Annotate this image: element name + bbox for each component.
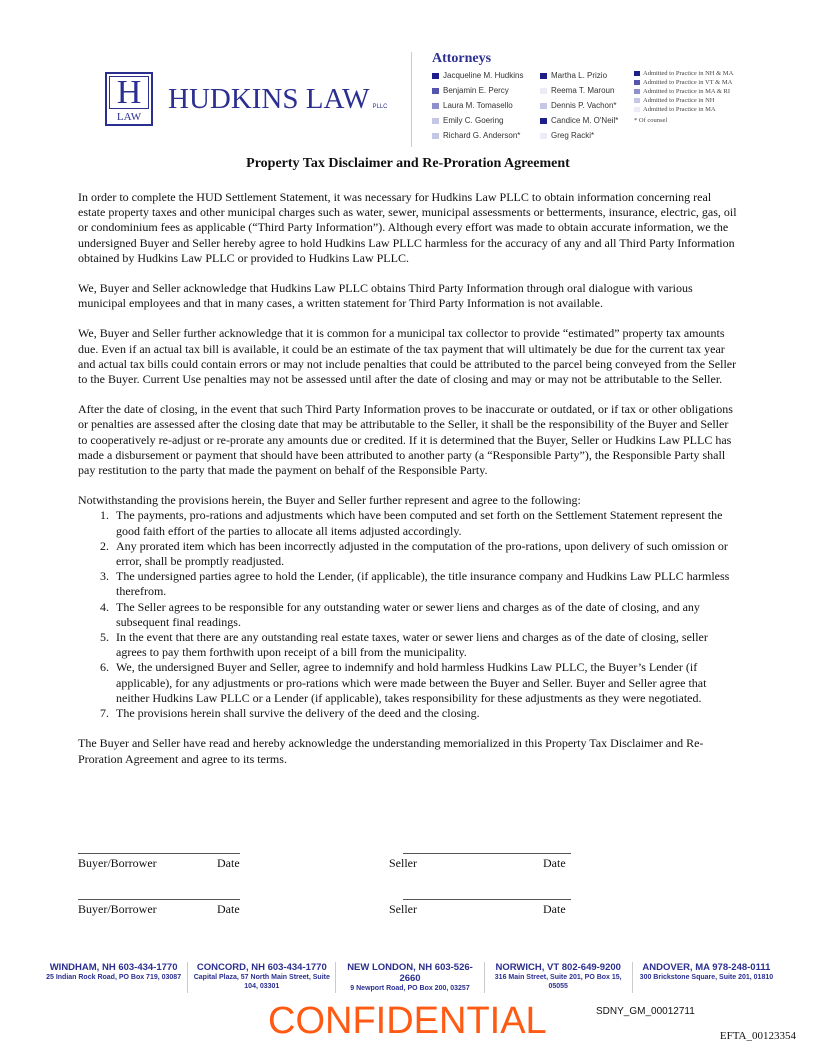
legend-label: * Of counsel <box>634 117 668 124</box>
attorney-label: Benjamin E. Percy <box>443 86 509 95</box>
attorneys-title: Attorneys <box>432 51 492 66</box>
list-item: 5. In the event that there are any outstanding real estate taxes, water or sewer liens and charges as of the date of closing, seller agrees to pay them forthwith upon receipt of a bill from the municipality. <box>112 630 740 660</box>
page-title: Property Tax Disclaimer and Re-Proration Agreement <box>246 156 570 171</box>
attorney-name <box>432 131 520 141</box>
firm-suffix: PLLC <box>372 104 388 110</box>
office-city-phone: WINDHAM, NH 603-434-1770 <box>49 962 178 973</box>
buyer-signature-line-2[interactable] <box>78 899 240 900</box>
legend-item <box>634 70 733 78</box>
office-address: 300 Brickstone Square, Suite 201, 01810 <box>639 974 774 981</box>
attorney-label: Reema T. Maroun <box>551 86 615 95</box>
attorney-name <box>540 116 618 126</box>
color-swatch-icon <box>634 89 640 94</box>
legend-item <box>634 97 714 105</box>
buyer-label: Buyer/Borrower <box>78 856 157 870</box>
color-swatch-icon <box>540 118 547 124</box>
buyer-signature-line-1[interactable] <box>78 853 240 854</box>
attorney-label: Martha L. Prizio <box>551 71 608 80</box>
legend-item <box>634 88 730 96</box>
office-city-phone: CONCORD, NH 603-434-1770 <box>196 962 327 973</box>
paragraph: In order to complete the HUD Settlement Statement, it was necessary for Hudkins Law PLLC to obtain information concerning real estate property taxes and other municipal charges such as water, sewer, municipal assessments or betterments, insurance, electric, gas, oil or condominium fees as applicable (“Third Party Information”). Although every effort was made to obtain accurate information, we the undersigned Buyer and Seller hereby agree to hold Hudkins Law PLLC harmless for the accuracy of any and all Third Party Information obtained by Hudkins Law PLLC or provided to Hudkins Law PLLC. <box>78 190 737 265</box>
attorney-name <box>540 71 607 81</box>
divider <box>411 52 412 147</box>
color-swatch-icon <box>634 80 640 85</box>
color-swatch-icon <box>540 88 547 94</box>
attorney-label: Richard G. Anderson* <box>443 131 521 140</box>
seller-signature-line-1[interactable] <box>403 853 571 854</box>
office-address: Capital Plaza, 57 North Main Street, Suite 104, 03301 <box>193 974 330 990</box>
legend-item <box>634 79 732 87</box>
attorney-label: Dennis P. Vachon* <box>551 101 617 110</box>
color-swatch-icon <box>432 73 439 79</box>
date-label: Date <box>543 856 566 870</box>
color-swatch-icon <box>432 88 439 94</box>
legend-item <box>634 117 667 125</box>
color-swatch-icon <box>634 107 640 112</box>
attorney-name <box>432 116 503 126</box>
office-address: 316 Main Street, Suite 201, PO Box 15, 05055 <box>494 974 622 990</box>
logo-letter: H <box>109 76 149 109</box>
legend-label: Admitted to Practice in MA & RI <box>643 88 731 95</box>
attorney-name <box>432 86 509 96</box>
date-label: Date <box>217 856 240 870</box>
list-intro: Notwithstanding the provisions herein, the Buyer and Seller further represent and agree to the following: <box>78 493 581 508</box>
paragraph: We, Buyer and Seller further acknowledge that it is common for a municipal tax collector to provide “estimated” property tax amounts due. Even if an actual tax bill is available, it could be an estimate of the tax payment that will ultimately be due for the current tax year and actual tax bills could contain errors or may not include penalties that could be attributed to the parcel being conveyed from the Seller to the Buyer. Current Use penalties may not be assessed until after the date of closing and may or may not be attributable to the Seller. <box>78 326 737 387</box>
office-address: 25 Indian Rock Road, PO Box 719, 03087 <box>46 974 182 981</box>
list-item: 2. Any prorated item which has been incorrectly adjusted in the computation of the pro-rations, upon delivery of such omission or error, shall be promptly readjusted. <box>112 539 740 569</box>
legend-label: Admitted to Practice in NH & MA <box>643 70 734 77</box>
attorney-name <box>540 86 614 96</box>
list-item: 7. The provisions herein shall survive the delivery of the deed and the closing. <box>112 706 740 721</box>
color-swatch-icon <box>540 73 547 79</box>
list-item: 3. The undersigned parties agree to hold the Lender, (if applicable), the title insurance company and Hudkins Law PLLC harmless therefrom. <box>112 569 740 599</box>
firm-wordmark <box>168 82 387 116</box>
office-address: 9 Newport Road, PO Box 200, 03257 <box>350 985 470 992</box>
color-swatch-icon <box>540 103 547 109</box>
list-item: 1. The payments, pro-rations and adjustments which have been computed and set forth on the Settlement Statement represent the good faith effort of the parties to allocate all items adjusted accordingly. <box>112 508 740 538</box>
efta-number: EFTA_00123354 <box>719 1030 796 1042</box>
color-swatch-icon <box>634 71 640 76</box>
seller-label: Seller <box>389 902 417 916</box>
list-item: 4. The Seller agrees to be responsible for any outstanding water or sewer liens and charges as of the date of closing, and any subsequent final readings. <box>112 600 740 630</box>
seller-signature-line-2[interactable] <box>403 899 571 900</box>
confidential-watermark: CONFIDENTIAL <box>268 1000 547 1042</box>
bates-number: SDNY_GM_00012711 <box>596 1006 695 1017</box>
provisions-list <box>78 508 740 721</box>
list-item: 6. We, the undersigned Buyer and Seller, agree to indemnify and hold harmless Hudkins Law PLLC, the Buyer’s Lender (if applicable), for any adjustments or pro-rations which were made between the Buyer and Seller. Buyer and Seller agree that neither Hudkins Law PLLC or a Lender (if applicable), takes responsibility for these adjustments as they were negotiated. <box>112 660 740 706</box>
color-swatch-icon <box>432 133 439 139</box>
firm-logo <box>105 72 153 126</box>
buyer-label: Buyer/Borrower <box>78 902 157 916</box>
office-0 <box>40 962 187 993</box>
office-3 <box>484 962 632 993</box>
color-swatch-icon <box>634 98 640 103</box>
date-label: Date <box>543 902 566 916</box>
office-1 <box>187 962 335 993</box>
attorney-name <box>432 71 523 81</box>
legend-item <box>634 106 716 114</box>
date-label: Date <box>217 902 240 916</box>
logo-sub: LAW <box>116 111 142 123</box>
attorney-label: Candice M. O'Neil* <box>551 116 619 125</box>
attorney-label: Emily C. Goering <box>443 116 504 125</box>
signature-block <box>0 845 816 915</box>
attorney-name <box>540 131 594 141</box>
document-body <box>78 190 740 767</box>
office-footer <box>40 962 780 993</box>
paragraph: We, Buyer and Seller acknowledge that Hudkins Law PLLC obtains Third Party Information through oral dialogue with various municipal employees and that in many cases, a written statement for Third Party Information is not available. <box>78 281 693 311</box>
color-swatch-icon <box>432 103 439 109</box>
seller-label: Seller <box>389 856 417 870</box>
attorney-name <box>540 101 617 111</box>
paragraph: After the date of closing, in the event that such Third Party Information proves to be inaccurate or outdated, or if tax or other obligations or penalties are assessed after the closing date that may be attributable to the Seller, it shall be the responsibility of the Buyer and Seller to cooperatively re-adjust or re-prorate any amounts due or credited. If it is determined that the Buyer, Seller or Hudkins Law PLLC has made a disbursement or payment that should have been attributed to another party (a “Responsible Party”), the Responsible Party shall pay restitution to the party that made the payment on behalf of the Responsible Party. <box>78 402 733 478</box>
attorney-label: Jacqueline M. Hudkins <box>443 71 524 80</box>
office-2 <box>335 962 483 993</box>
office-city-phone: NORWICH, VT 802-649-9200 <box>495 962 621 973</box>
firm-name: HUDKINS LAW <box>168 83 370 115</box>
legend-label: Admitted to Practice in VT & MA <box>643 79 733 86</box>
color-swatch-icon <box>432 118 439 124</box>
attorney-label: Laura M. Tomasello <box>443 101 513 110</box>
attorney-name <box>432 101 513 111</box>
legend-label: Admitted to Practice in MA <box>643 106 716 113</box>
office-4 <box>632 962 780 993</box>
color-swatch-icon <box>540 133 547 139</box>
office-city-phone: NEW LONDON, NH 603-526-2660 <box>347 962 473 984</box>
legend-label: Admitted to Practice in NH <box>643 97 715 104</box>
closing-paragraph: The Buyer and Seller have read and hereby acknowledge the understanding memorialized in this Property Tax Disclaimer and Re-Proration Agreement and agree to its terms. <box>78 736 704 766</box>
office-city-phone: ANDOVER, MA 978-248-0111 <box>642 962 771 973</box>
attorney-label: Greg Racki* <box>551 131 595 140</box>
